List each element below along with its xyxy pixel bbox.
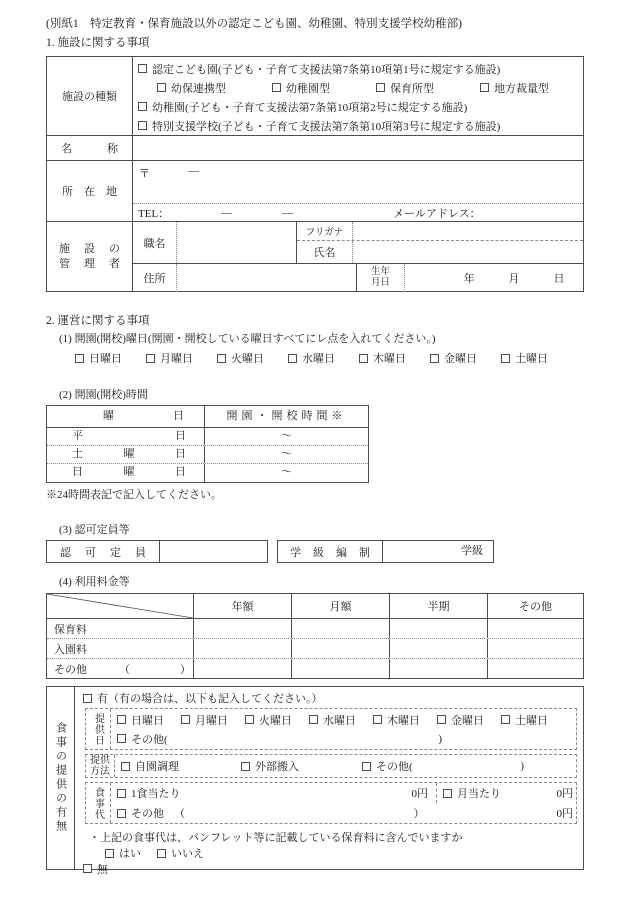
- checkbox-external-delivery[interactable]: [241, 762, 250, 771]
- provide-days-label-cell: [86, 709, 111, 749]
- meal-not-provided-label: 無: [97, 863, 108, 876]
- option-label: はい: [119, 848, 141, 860]
- checkbox-meal-thursday[interactable]: [373, 715, 382, 724]
- meal-not-provided-option: [83, 861, 577, 876]
- option-yochien: [138, 99, 467, 115]
- provide-days-content: [111, 709, 576, 749]
- birthdate-label: [357, 264, 405, 292]
- meal-days-row: [117, 710, 572, 729]
- class-label: 学級編制: [290, 546, 370, 559]
- job-title-field[interactable]: [177, 222, 296, 263]
- postal-mark: 〒: [139, 168, 150, 180]
- day-cell: 日曜日: [47, 464, 205, 482]
- option-label: 自園調理: [135, 761, 179, 773]
- address-field[interactable]: [133, 161, 583, 203]
- section1-title: 1. 施設に関する事項: [46, 37, 150, 49]
- col-annual: 年額: [194, 594, 292, 618]
- option-included-yes: [105, 845, 141, 861]
- day-label: 月曜日: [195, 714, 228, 727]
- email-label: メールアドレス：: [393, 207, 481, 220]
- day-label: 火曜日: [259, 714, 292, 727]
- other-label: その他(: [131, 733, 168, 746]
- fee-field[interactable]: [194, 639, 292, 658]
- manager-bottom: [133, 263, 583, 292]
- address-label: 所在地: [62, 186, 117, 198]
- option-label: 認定こども園(子ども・子育て支援法第7条第10項第1号に規定する施設): [152, 63, 501, 76]
- job-title-label: 職名: [133, 222, 177, 263]
- tel-email-row: [133, 203, 583, 221]
- col-other: その他: [519, 601, 552, 613]
- day-label: 土曜日: [515, 714, 548, 727]
- facility-type-label: 施設の種類: [62, 91, 117, 103]
- capacity-label-cell: [47, 541, 160, 562]
- meal-days-other-row: [117, 729, 572, 748]
- checkbox-chiho-sairyo-gata[interactable]: [480, 83, 489, 92]
- option-meal-tuesday: [245, 712, 292, 728]
- furigana-label: フリガナ: [297, 222, 353, 240]
- option-meal-sunday: [117, 712, 164, 728]
- capacity-tables: [46, 540, 630, 563]
- fee-row-label: 入園料: [47, 639, 194, 658]
- day-cell: 土曜日: [47, 446, 205, 463]
- furigana-field[interactable]: [353, 222, 583, 240]
- meal-side-label-cell: [47, 687, 75, 869]
- fee-field[interactable]: [390, 659, 488, 678]
- class-organization-table: [277, 540, 494, 563]
- fee-row-other: [47, 659, 583, 678]
- day-label: 日: [553, 273, 565, 285]
- q1-label: (1) 開園(開校)曜日(開園・開校している曜日すべてにレ点を入れてください。): [59, 333, 436, 345]
- checkbox-fee-other[interactable]: [117, 809, 126, 818]
- manager-address-field[interactable]: [177, 264, 356, 292]
- open-hours-row-saturday: [47, 446, 368, 464]
- fee-other-value: 0円: [556, 808, 573, 820]
- checkbox-meal-sunday[interactable]: [117, 715, 126, 724]
- option-included-no: [157, 845, 204, 861]
- day-label: 水曜日: [323, 714, 356, 727]
- name-label: 氏名: [297, 241, 353, 263]
- checkbox-tokubetsu-shien[interactable]: [138, 121, 147, 130]
- day-label: 日曜日: [131, 714, 164, 727]
- option-tuesday: [217, 350, 264, 366]
- checkbox-hoikusho-gata[interactable]: [376, 83, 385, 92]
- address-label-cell: [47, 161, 133, 221]
- facility-type-row: [47, 57, 583, 135]
- option-yoho-renkei: [157, 80, 226, 96]
- option-sunday: [75, 350, 122, 366]
- address-cell: [133, 161, 583, 221]
- checkbox-included-no[interactable]: [157, 849, 166, 858]
- option-thursday: [359, 350, 406, 366]
- section2-title: 2. 運営に関する事項: [46, 315, 150, 327]
- time-field-weekday[interactable]: ～: [281, 430, 292, 442]
- meal-provided-option: [83, 690, 577, 706]
- provide-method-label-cell: [86, 755, 115, 777]
- checkbox-meal-provided[interactable]: [83, 694, 92, 703]
- manager-top: [133, 222, 583, 263]
- fee-row-admission: [47, 639, 583, 659]
- option-chiho-sairyo-gata: [480, 80, 549, 96]
- name-area: [297, 222, 583, 263]
- fee-row-label-other: [47, 659, 194, 678]
- col-time-header: 開園・開校時間※: [226, 410, 347, 422]
- day-label: 金曜日: [451, 714, 484, 727]
- provide-method-label-line1: 提供: [90, 755, 110, 766]
- fees-table: [46, 593, 584, 679]
- diagonal-line: [47, 594, 193, 618]
- option-line: [138, 97, 583, 116]
- class-label-cell: [278, 541, 383, 562]
- fee-field[interactable]: [292, 639, 390, 658]
- option-line: [138, 116, 583, 135]
- meal-fee-note: ・上記の食事代は、パンフレット等に記載している保育料に含んでいますか: [89, 832, 463, 844]
- paren-open: （: [174, 808, 185, 820]
- paren-close: ): [438, 732, 442, 745]
- meal-side-label: 食事の提供の有無: [54, 722, 67, 834]
- checkbox-per-month[interactable]: [443, 789, 452, 798]
- day-label: 木曜日: [387, 714, 420, 727]
- option-external-delivery: [241, 758, 299, 774]
- manager-label-cell: [47, 222, 133, 291]
- option-friday: [430, 350, 477, 366]
- option-label: その他(: [376, 761, 413, 773]
- tel-label: TEL：: [138, 207, 170, 220]
- birthdate-label-line2: 月日: [370, 278, 390, 288]
- provide-days-box: [85, 708, 577, 750]
- other-label: その他: [54, 663, 87, 676]
- day-label: 火曜日: [231, 353, 264, 365]
- capacity-field[interactable]: [160, 541, 267, 562]
- checkbox-thursday[interactable]: [359, 354, 368, 363]
- checkbox-meal-tuesday[interactable]: [245, 715, 254, 724]
- provide-method-content: [115, 755, 576, 777]
- per-meal-value: 0円: [411, 788, 428, 800]
- facility-name-field[interactable]: [133, 136, 583, 160]
- checkbox-onsite-cooking[interactable]: [121, 762, 130, 771]
- fee-field[interactable]: [390, 619, 488, 638]
- fee-field[interactable]: [194, 659, 292, 678]
- capacity-label: 認可定員: [60, 546, 146, 559]
- checkbox-meal-days-other[interactable]: [117, 734, 126, 743]
- fee-field[interactable]: [292, 619, 390, 638]
- facility-info-table: [46, 56, 584, 292]
- birthdate-area: [357, 264, 583, 292]
- checkbox-tuesday[interactable]: [217, 354, 226, 363]
- option-meal-wednesday: [309, 712, 356, 728]
- facility-name-label-cell: [47, 136, 133, 160]
- time-field-sunday[interactable]: ～: [281, 466, 292, 478]
- fee-field[interactable]: [292, 659, 390, 678]
- option-saturday: [501, 350, 548, 366]
- provide-method-box: [85, 754, 577, 778]
- facility-type-options: [133, 57, 583, 135]
- day-label: 日曜日: [89, 353, 122, 365]
- checkbox-meal-friday[interactable]: [437, 715, 446, 724]
- checkbox-included-yes[interactable]: [105, 849, 114, 858]
- paren-open: （: [119, 663, 130, 676]
- class-count-field[interactable]: 学級: [461, 545, 483, 557]
- option-meal-monday: [181, 712, 228, 728]
- checkbox-meal-not-provided[interactable]: [83, 864, 92, 873]
- option-label: 保育所型: [390, 82, 434, 95]
- per-meal-label: 1食当たり: [131, 788, 181, 800]
- checkbox-saturday[interactable]: [501, 354, 510, 363]
- option-yochien-gata: [272, 80, 330, 96]
- col-day-header: 曜日: [47, 406, 205, 427]
- fee-field[interactable]: [488, 619, 583, 638]
- checkbox-nintei-kodomoen[interactable]: [138, 64, 147, 73]
- day-label: 月曜日: [160, 353, 193, 365]
- time-field-saturday[interactable]: ～: [281, 448, 292, 460]
- day-label: 木曜日: [373, 353, 406, 365]
- option-line-subtypes: [157, 78, 583, 97]
- manager-label-line1: 施設の: [59, 242, 120, 255]
- option-nintei-kodomoen: [138, 61, 500, 77]
- open-days-row: [75, 349, 630, 367]
- provide-days-label: 提供日: [92, 712, 104, 746]
- option-meal-thursday: [373, 712, 420, 728]
- facility-type-label-cell: [47, 57, 133, 135]
- diagonal-header-cell: [47, 594, 194, 618]
- option-line: [138, 59, 583, 78]
- day-label: 水曜日: [302, 353, 335, 365]
- option-label: 幼稚園型: [286, 82, 330, 95]
- included-in-fee-options: [105, 845, 577, 861]
- meal-fee-line2: [111, 803, 576, 823]
- option-method-other: [362, 758, 413, 774]
- name-row: [297, 241, 583, 263]
- per-month-label: 月当たり: [457, 788, 501, 800]
- meal-provision-table: [46, 686, 584, 876]
- birthdate-label-line1: 生年: [370, 267, 390, 277]
- birthdate-field[interactable]: [405, 264, 583, 292]
- q2-label: (2) 開園(開校)時間: [59, 389, 148, 401]
- option-meal-friday: [437, 712, 484, 728]
- meal-fee-label: 食事代: [92, 786, 104, 820]
- option-wednesday: [288, 350, 335, 366]
- manager-label-line2: 管理者: [59, 257, 120, 270]
- attachment-note: (別紙1 特定教育・保育施設以外の認定こども園、幼稚園、特別支援学校幼稚部): [46, 18, 462, 30]
- option-label: 特別支援学校(子ども・子育て支援法第7条第10項第3号に規定する施設): [152, 120, 501, 133]
- option-meal-saturday: [501, 712, 548, 728]
- time-format-footnote: ※24時間表記で記入してください。: [46, 489, 222, 501]
- paren-close: ): [520, 760, 524, 772]
- manager-row: [47, 221, 583, 291]
- year-label: 年: [463, 273, 475, 285]
- col-monthly: 月額: [292, 594, 390, 618]
- manager-address-area: [133, 264, 357, 292]
- per-meal-area: [111, 783, 437, 803]
- paren-close: ）: [413, 808, 425, 820]
- checkbox-per-meal[interactable]: [117, 789, 126, 798]
- option-label: 地方裁量型: [494, 82, 549, 95]
- meal-body: [75, 687, 583, 876]
- fee-field[interactable]: [390, 639, 488, 658]
- meal-provided-label: 有（有の場合は、以下も記入してください。）: [97, 693, 323, 705]
- option-label: 幼保連携型: [171, 82, 226, 95]
- option-monday: [146, 350, 193, 366]
- facility-name-label: 名称: [61, 143, 118, 155]
- checkbox-method-other[interactable]: [362, 762, 371, 771]
- col-half-year: 半期: [390, 594, 488, 618]
- meal-fee-content: [111, 783, 576, 823]
- capacity-table: [46, 540, 268, 563]
- option-tokubetsu-shien: [138, 118, 500, 134]
- fee-row-childcare: [47, 619, 583, 639]
- postal-dash: —: [188, 165, 199, 177]
- option-label: 幼稚園(子ども・子育て支援法第7条第10項第2号に規定する施設): [152, 101, 468, 114]
- open-hours-row-sunday: [47, 464, 368, 482]
- furigana-row: [297, 222, 583, 241]
- day-label: 金曜日: [444, 353, 477, 365]
- fee-row-label: 保育料: [47, 619, 194, 638]
- checkbox-yoho-renkei[interactable]: [157, 83, 166, 92]
- paren-close: ）: [180, 663, 191, 676]
- open-hours-row-weekday: [47, 428, 368, 446]
- checkbox-friday[interactable]: [430, 354, 439, 363]
- fee-field[interactable]: [194, 619, 292, 638]
- facility-address-row: [47, 160, 583, 221]
- fee-other-label: その他: [131, 808, 164, 820]
- option-hoikusho-gata: [376, 80, 434, 96]
- month-label: 月: [508, 273, 520, 285]
- open-hours-header: [47, 406, 368, 428]
- per-month-value: 0円: [556, 788, 573, 800]
- checkbox-monday[interactable]: [146, 354, 155, 363]
- meal-fee-line1: [111, 783, 576, 803]
- tel-dash: —: [282, 206, 294, 219]
- manager-cell: [133, 222, 583, 292]
- checkbox-yochien-gata[interactable]: [272, 83, 281, 92]
- day-label: 土曜日: [515, 353, 548, 365]
- fee-field[interactable]: [488, 639, 583, 658]
- q4-label: (4) 利用料金等: [59, 576, 130, 588]
- fees-header-row: [47, 594, 583, 619]
- option-label: 外部搬入: [255, 761, 299, 773]
- checkbox-sunday[interactable]: [75, 354, 84, 363]
- checkbox-meal-monday[interactable]: [181, 715, 190, 724]
- open-hours-table: [46, 405, 369, 483]
- option-onsite-cooking: [121, 758, 179, 774]
- checkbox-meal-saturday[interactable]: [501, 715, 510, 724]
- name-field[interactable]: [353, 241, 583, 263]
- facility-name-row: [47, 135, 583, 160]
- meal-fee-label-cell: [86, 783, 111, 823]
- q3-label: (3) 認可定員等: [59, 524, 130, 536]
- day-cell: 平日: [47, 428, 205, 445]
- fee-field[interactable]: [488, 659, 583, 678]
- per-month-area: [437, 783, 576, 803]
- checkbox-yochien[interactable]: [138, 102, 147, 111]
- checkbox-meal-wednesday[interactable]: [309, 715, 318, 724]
- job-title-area: [133, 222, 297, 263]
- option-label: いいえ: [171, 848, 204, 860]
- provide-method-label-line2: 方法: [90, 766, 110, 777]
- tel-dash: —: [221, 206, 233, 219]
- manager-address-label: 住所: [133, 264, 177, 292]
- meal-fee-box: [85, 782, 577, 824]
- checkbox-wednesday[interactable]: [288, 354, 297, 363]
